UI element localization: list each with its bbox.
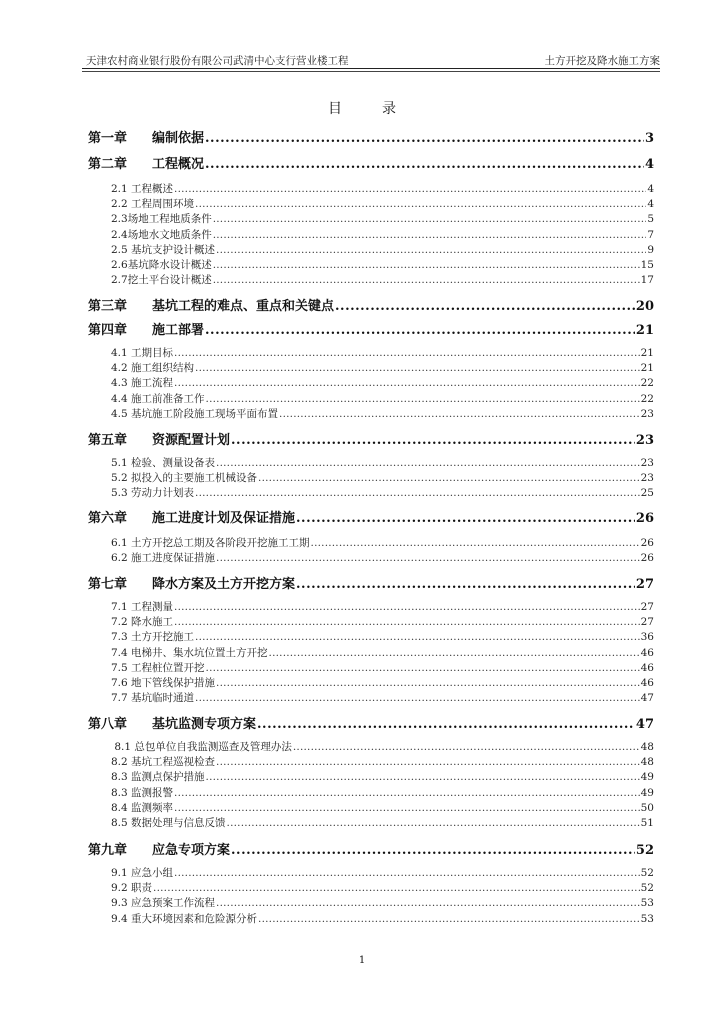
toc-section-entry[interactable] bbox=[111, 896, 654, 910]
section-label: 7.1 工程测量 bbox=[111, 601, 174, 613]
chapter-title: 基坑工程的难点、重点和关键点 bbox=[152, 299, 335, 314]
dot-leader bbox=[174, 376, 640, 390]
toc-section-entry[interactable] bbox=[111, 392, 654, 406]
section-page-number: 4 bbox=[647, 183, 654, 195]
toc-chapter-entry[interactable] bbox=[88, 156, 654, 173]
toc-section-entry[interactable] bbox=[111, 536, 654, 550]
section-page-number: 25 bbox=[640, 487, 654, 500]
chapter-title: 编制依据 bbox=[152, 131, 205, 146]
dot-leader bbox=[296, 510, 635, 527]
dot-leader bbox=[213, 228, 647, 242]
dot-leader bbox=[195, 486, 640, 500]
section-label: 8.3 监测报警 bbox=[111, 786, 174, 799]
chapter-number: 第六章 bbox=[88, 511, 128, 526]
toc-section-entry[interactable] bbox=[111, 456, 654, 470]
section-page-number: 4 bbox=[647, 198, 654, 211]
toc-section-entry[interactable] bbox=[111, 740, 654, 754]
section-label: 4.5 基坑施工阶段施工现场平面布置 bbox=[111, 407, 279, 420]
toc-section-entry[interactable] bbox=[111, 346, 654, 360]
dot-leader bbox=[174, 615, 640, 629]
toc-section-entry[interactable] bbox=[111, 866, 654, 880]
dot-leader bbox=[195, 361, 640, 375]
section-label: 8.1 总包单位自我监测巡查及管理办法 bbox=[111, 741, 292, 753]
section-page-number: 7 bbox=[647, 228, 654, 241]
chapter-number: 第四章 bbox=[88, 323, 128, 338]
section-page-number: 21 bbox=[640, 347, 654, 359]
section-label: 2.1 工程概述 bbox=[111, 183, 174, 195]
section-label: 7.5 工程桩位置开挖 bbox=[111, 661, 205, 674]
section-page-number: 53 bbox=[640, 897, 654, 910]
dot-leader bbox=[205, 156, 644, 173]
section-label: 2.2 工程周围环境 bbox=[111, 198, 195, 211]
toc-title: 目录 bbox=[328, 101, 436, 117]
section-page-number: 49 bbox=[640, 786, 654, 799]
chapter-number: 第八章 bbox=[88, 717, 128, 732]
toc-chapter-entry[interactable] bbox=[88, 510, 654, 527]
section-page-number: 17 bbox=[640, 274, 654, 287]
section-label: 9.2 职责 bbox=[111, 882, 153, 895]
dot-leader bbox=[174, 600, 640, 614]
toc-section-entry[interactable] bbox=[111, 376, 654, 390]
section-page-number: 52 bbox=[640, 882, 654, 895]
section-page-number: 22 bbox=[640, 392, 654, 405]
section-page-number: 23 bbox=[640, 457, 654, 469]
dot-leader bbox=[174, 866, 640, 880]
section-page-number: 46 bbox=[640, 646, 654, 659]
dot-leader bbox=[258, 471, 640, 485]
chapter-page-number: 20 bbox=[635, 299, 654, 314]
section-label: 8.5 数据处理与信息反馈 bbox=[111, 817, 226, 829]
dot-leader bbox=[153, 881, 640, 895]
page-header bbox=[86, 54, 660, 68]
section-label: 4.4 施工前准备工作 bbox=[111, 392, 205, 405]
toc-section-entry[interactable] bbox=[111, 691, 654, 705]
chapter-title: 应急专项方案 bbox=[152, 843, 231, 858]
chapter-page-number: 4 bbox=[644, 157, 654, 172]
dot-leader bbox=[174, 346, 640, 360]
section-label: 8.4 监测频率 bbox=[111, 801, 174, 814]
section-page-number: 9 bbox=[647, 243, 654, 256]
toc-section-entry[interactable] bbox=[111, 646, 654, 660]
toc-section-entry[interactable] bbox=[111, 273, 654, 287]
dot-leader bbox=[216, 755, 640, 769]
section-page-number: 27 bbox=[640, 601, 654, 613]
section-label: 7.3 土方开挖施工 bbox=[111, 631, 195, 644]
dot-leader bbox=[258, 912, 640, 926]
toc-section-entry[interactable] bbox=[111, 361, 654, 375]
toc-section-entry[interactable] bbox=[111, 816, 654, 830]
header-rule-thin bbox=[82, 71, 660, 72]
dot-leader bbox=[216, 456, 640, 470]
toc-section-entry[interactable] bbox=[111, 881, 654, 895]
page-number: 1 bbox=[358, 955, 366, 966]
chapter-title: 施工部署 bbox=[152, 323, 205, 338]
toc-section-entry[interactable] bbox=[111, 630, 654, 644]
toc-section-entry[interactable] bbox=[111, 407, 654, 421]
section-label: 8.2 基坑工程巡视检查 bbox=[111, 756, 216, 769]
section-page-number: 15 bbox=[640, 259, 654, 271]
chapter-page-number: 21 bbox=[635, 323, 654, 338]
section-label: 7.4 电梯井、集水坑位置土方开挖 bbox=[111, 646, 268, 659]
toc-section-entry[interactable] bbox=[111, 243, 654, 257]
section-label: 4.2 施工组织结构 bbox=[111, 362, 195, 375]
chapter-page-number: 26 bbox=[635, 511, 654, 526]
section-page-number: 50 bbox=[640, 801, 654, 814]
chapter-page-number: 52 bbox=[635, 843, 654, 858]
section-label: 8.3 监测点保护措施 bbox=[111, 771, 205, 784]
chapter-number: 第三章 bbox=[88, 299, 128, 314]
toc-chapter-entry[interactable] bbox=[88, 298, 654, 315]
dot-leader bbox=[216, 551, 640, 565]
section-label: 2.4场地水文地质条件 bbox=[111, 228, 212, 241]
toc-section-entry[interactable] bbox=[111, 258, 654, 272]
dot-leader bbox=[174, 801, 640, 815]
section-page-number: 26 bbox=[640, 537, 654, 549]
toc-section-entry[interactable] bbox=[111, 182, 654, 196]
section-page-number: 23 bbox=[640, 407, 654, 420]
dot-leader bbox=[195, 197, 646, 211]
section-label: 7.2 降水施工 bbox=[111, 616, 174, 629]
toc-section-entry[interactable] bbox=[111, 755, 654, 769]
section-label: 5.1 检验、测量设备表 bbox=[111, 457, 216, 469]
dot-leader bbox=[174, 786, 640, 800]
section-label: 2.6基坑降水设计概述 bbox=[111, 259, 212, 271]
section-label: 2.7挖土平台设计概述 bbox=[111, 274, 212, 287]
dot-leader bbox=[216, 243, 646, 257]
chapter-page-number: 47 bbox=[635, 717, 654, 732]
chapter-number: 第五章 bbox=[88, 433, 128, 448]
header-document-title: 土方开挖及降水施工方案 bbox=[544, 55, 660, 67]
chapter-title: 资源配置计划 bbox=[152, 433, 231, 448]
chapter-number: 第九章 bbox=[88, 843, 128, 858]
toc-chapter-entry[interactable] bbox=[88, 576, 654, 593]
section-page-number: 36 bbox=[640, 631, 654, 644]
chapter-title: 降水方案及土方开挖方案 bbox=[152, 577, 296, 592]
section-page-number: 51 bbox=[640, 817, 654, 829]
dot-leader bbox=[269, 646, 640, 660]
section-label: 6.2 施工进度保证措施 bbox=[111, 552, 216, 565]
dot-leader bbox=[195, 691, 640, 705]
toc-chapter-entry[interactable] bbox=[88, 130, 654, 147]
dot-leader bbox=[213, 273, 640, 287]
toc-section-entry[interactable] bbox=[111, 197, 654, 211]
dot-leader bbox=[293, 740, 640, 754]
chapter-title: 工程概况 bbox=[152, 157, 205, 172]
dot-leader bbox=[311, 536, 640, 550]
dot-leader bbox=[227, 816, 640, 830]
section-page-number: 21 bbox=[640, 362, 654, 375]
section-page-number: 47 bbox=[640, 692, 654, 705]
toc-section-entry[interactable] bbox=[111, 770, 654, 784]
section-page-number: 53 bbox=[640, 912, 654, 925]
section-page-number: 23 bbox=[640, 472, 654, 485]
section-page-number: 49 bbox=[640, 771, 654, 784]
toc-section-entry[interactable] bbox=[111, 471, 654, 485]
toc-section-entry[interactable] bbox=[111, 801, 654, 815]
toc-section-entry[interactable] bbox=[111, 615, 654, 629]
dot-leader bbox=[206, 661, 640, 675]
section-page-number: 46 bbox=[640, 661, 654, 674]
section-label: 4.1 工期目标 bbox=[111, 347, 174, 359]
section-label: 9.4 重大环境因素和危险源分析 bbox=[111, 912, 258, 925]
section-label: 9.3 应急预案工作流程 bbox=[111, 897, 216, 910]
dot-leader bbox=[335, 298, 635, 315]
section-label: 5.2 拟投入的主要施工机械设备 bbox=[111, 472, 258, 485]
section-label: 5.3 劳动力计划表 bbox=[111, 487, 195, 500]
section-page-number: 52 bbox=[640, 867, 654, 879]
dot-leader bbox=[216, 896, 640, 910]
chapter-title: 基坑监测专项方案 bbox=[152, 717, 257, 732]
section-page-number: 5 bbox=[647, 213, 654, 226]
section-page-number: 48 bbox=[640, 756, 654, 769]
chapter-page-number: 27 bbox=[635, 577, 654, 592]
chapter-number: 第二章 bbox=[88, 157, 128, 172]
dot-leader bbox=[296, 576, 635, 593]
chapter-page-number: 3 bbox=[644, 131, 654, 146]
dot-leader bbox=[257, 716, 635, 733]
toc-section-entry[interactable] bbox=[111, 676, 654, 690]
section-page-number: 27 bbox=[640, 616, 654, 629]
dot-leader bbox=[213, 258, 640, 272]
chapter-number: 第一章 bbox=[88, 131, 128, 146]
toc-chapter-entry[interactable] bbox=[88, 716, 654, 733]
toc-section-entry[interactable] bbox=[111, 228, 654, 242]
section-page-number: 22 bbox=[640, 377, 654, 390]
section-label: 7.7 基坑临时通道 bbox=[111, 692, 195, 705]
chapter-number: 第七章 bbox=[88, 577, 128, 592]
toc-chapter-entry[interactable] bbox=[88, 432, 654, 449]
toc-section-entry[interactable] bbox=[111, 212, 654, 226]
dot-leader bbox=[206, 770, 640, 784]
section-label: 7.6 地下管线保护措施 bbox=[111, 677, 216, 689]
toc-section-entry[interactable] bbox=[111, 600, 654, 614]
dot-leader bbox=[195, 630, 640, 644]
dot-leader bbox=[205, 130, 644, 147]
section-label: 6.1 土方开挖总工期及各阶段开挖施工工期 bbox=[111, 537, 310, 549]
section-label: 4.3 施工流程 bbox=[111, 377, 174, 390]
dot-leader bbox=[231, 842, 635, 859]
toc-section-entry[interactable] bbox=[111, 551, 654, 565]
section-page-number: 46 bbox=[640, 677, 654, 689]
dot-leader bbox=[231, 432, 635, 449]
section-label: 2.3场地工程地质条件 bbox=[111, 213, 212, 226]
dot-leader bbox=[213, 212, 647, 226]
section-page-number: 48 bbox=[640, 741, 654, 753]
section-label: 2.5 基坑支护设计概述 bbox=[111, 243, 216, 256]
dot-leader bbox=[205, 322, 635, 339]
toc-section-entry[interactable] bbox=[111, 661, 654, 675]
dot-leader bbox=[206, 392, 640, 406]
chapter-page-number: 23 bbox=[635, 433, 654, 448]
chapter-title: 施工进度计划及保证措施 bbox=[152, 511, 296, 526]
dot-leader bbox=[174, 182, 646, 196]
dot-leader bbox=[216, 676, 640, 690]
toc-section-entry[interactable] bbox=[111, 912, 654, 926]
section-page-number: 26 bbox=[640, 552, 654, 565]
dot-leader bbox=[279, 407, 640, 421]
section-label: 9.1 应急小组 bbox=[111, 867, 174, 879]
toc-chapter-entry[interactable] bbox=[88, 322, 654, 339]
toc-chapter-entry[interactable] bbox=[88, 842, 654, 859]
toc-section-entry[interactable] bbox=[111, 486, 654, 500]
toc-section-entry[interactable] bbox=[111, 786, 654, 800]
header-project-name: 天津农村商业银行股份有限公司武清中心支行营业楼工程 bbox=[86, 55, 349, 67]
header-rule bbox=[82, 68, 660, 69]
